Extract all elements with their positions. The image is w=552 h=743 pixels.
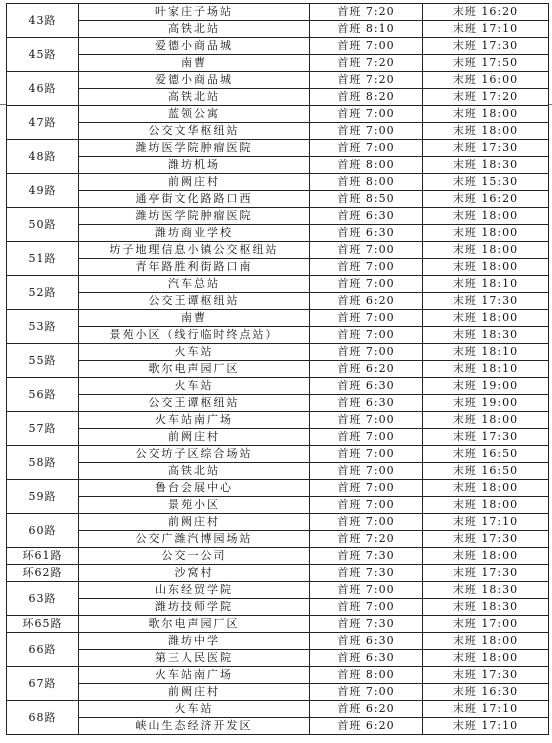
stop-name: 高铁北站 bbox=[79, 89, 310, 106]
last-departure: 末班 18:00 bbox=[423, 310, 549, 327]
table-row bbox=[7, 378, 549, 395]
table-row bbox=[7, 497, 549, 514]
first-departure: 首班 7:00 bbox=[310, 327, 423, 344]
route-number: 52路 bbox=[7, 276, 79, 310]
stop-name: 蓝领公寓 bbox=[79, 106, 310, 123]
table-row bbox=[7, 293, 549, 310]
last-departure: 末班 17:30 bbox=[423, 667, 549, 684]
first-departure: 首班 8:10 bbox=[310, 21, 423, 38]
stop-name: 公交文华枢纽站 bbox=[79, 123, 310, 140]
last-departure: 末班 17:30 bbox=[423, 565, 549, 582]
last-departure: 末班 17:50 bbox=[423, 55, 549, 72]
last-departure: 末班 17:10 bbox=[423, 21, 549, 38]
table-row bbox=[7, 327, 549, 344]
stop-name: 公交坊子区综合场站 bbox=[79, 446, 310, 463]
schedule-table-body bbox=[7, 4, 549, 735]
stop-name: 火车站南广场 bbox=[79, 667, 310, 684]
table-row bbox=[7, 123, 549, 140]
stop-name: 南曹 bbox=[79, 310, 310, 327]
last-departure: 末班 18:30 bbox=[423, 327, 549, 344]
last-departure: 末班 18:00 bbox=[423, 242, 549, 259]
first-departure: 首班 7:00 bbox=[310, 497, 423, 514]
first-departure: 首班 7:00 bbox=[310, 344, 423, 361]
first-departure: 首班 8:20 bbox=[310, 89, 423, 106]
table-row bbox=[7, 650, 549, 667]
first-departure: 首班 7:00 bbox=[310, 242, 423, 259]
last-departure: 末班 19:00 bbox=[423, 378, 549, 395]
stop-name: 叶家庄子场站 bbox=[79, 4, 310, 21]
first-departure: 首班 7:00 bbox=[310, 514, 423, 531]
last-departure: 末班 17:10 bbox=[423, 701, 549, 718]
route-number: 68路 bbox=[7, 701, 79, 735]
first-departure: 首班 6:30 bbox=[310, 650, 423, 667]
last-departure: 末班 18:00 bbox=[423, 259, 549, 276]
last-departure: 末班 18:00 bbox=[423, 633, 549, 650]
stop-name: 景苑小区（线行临时终点站） bbox=[79, 327, 310, 344]
first-departure: 首班 6:20 bbox=[310, 293, 423, 310]
stop-name: 公交一公司 bbox=[79, 548, 310, 565]
table-row bbox=[7, 361, 549, 378]
table-row bbox=[7, 140, 549, 157]
last-departure: 末班 16:20 bbox=[423, 4, 549, 21]
table-row bbox=[7, 89, 549, 106]
stop-name: 汽车总站 bbox=[79, 276, 310, 293]
table-row bbox=[7, 21, 549, 38]
first-departure: 首班 8:00 bbox=[310, 667, 423, 684]
route-number: 48路 bbox=[7, 140, 79, 174]
table-row bbox=[7, 38, 549, 55]
stop-name: 爱德小商品城 bbox=[79, 72, 310, 89]
stop-name: 前阙庄村 bbox=[79, 684, 310, 701]
stop-name: 前阙庄村 bbox=[79, 429, 310, 446]
stop-name: 爱德小商品城 bbox=[79, 38, 310, 55]
stop-name: 高铁北站 bbox=[79, 21, 310, 38]
last-departure: 末班 19:00 bbox=[423, 395, 549, 412]
first-departure: 首班 7:30 bbox=[310, 616, 423, 633]
stop-name: 沙窝村 bbox=[79, 565, 310, 582]
stop-name: 火车站 bbox=[79, 344, 310, 361]
table-row bbox=[7, 684, 549, 701]
stop-name: 山东经贸学院 bbox=[79, 582, 310, 599]
first-departure: 首班 7:00 bbox=[310, 412, 423, 429]
table-row bbox=[7, 548, 549, 565]
table-row bbox=[7, 242, 549, 259]
first-departure: 首班 7:00 bbox=[310, 582, 423, 599]
stop-name: 火车站南广场 bbox=[79, 412, 310, 429]
last-departure: 末班 17:30 bbox=[423, 293, 549, 310]
table-row bbox=[7, 616, 549, 633]
route-number: 环61路 bbox=[7, 548, 79, 565]
table-row bbox=[7, 718, 549, 735]
table-row bbox=[7, 531, 549, 548]
route-number: 47路 bbox=[7, 106, 79, 140]
stop-name: 潍坊技师学院 bbox=[79, 599, 310, 616]
first-departure: 首班 7:00 bbox=[310, 429, 423, 446]
last-departure: 末班 17:30 bbox=[423, 140, 549, 157]
table-row bbox=[7, 276, 549, 293]
table-row bbox=[7, 429, 549, 446]
last-departure: 末班 17:00 bbox=[423, 616, 549, 633]
table-row bbox=[7, 701, 549, 718]
stop-name: 青年路胜利街路口南 bbox=[79, 259, 310, 276]
table-row bbox=[7, 463, 549, 480]
last-departure: 末班 18:00 bbox=[423, 208, 549, 225]
last-departure: 末班 18:30 bbox=[423, 582, 549, 599]
last-departure: 末班 18:00 bbox=[423, 225, 549, 242]
table-row bbox=[7, 259, 549, 276]
last-departure: 末班 16:20 bbox=[423, 191, 549, 208]
route-number: 63路 bbox=[7, 582, 79, 616]
table-row bbox=[7, 667, 549, 684]
last-departure: 末班 18:10 bbox=[423, 361, 549, 378]
table-row bbox=[7, 412, 549, 429]
stop-name: 火车站 bbox=[79, 378, 310, 395]
last-departure: 末班 18:00 bbox=[423, 412, 549, 429]
first-departure: 首班 7:20 bbox=[310, 72, 423, 89]
first-departure: 首班 7:20 bbox=[310, 55, 423, 72]
route-number: 55路 bbox=[7, 344, 79, 378]
first-departure: 首班 7:00 bbox=[310, 38, 423, 55]
table-row bbox=[7, 4, 549, 21]
first-departure: 首班 7:00 bbox=[310, 446, 423, 463]
route-number: 45路 bbox=[7, 38, 79, 72]
table-row bbox=[7, 344, 549, 361]
table-row bbox=[7, 480, 549, 497]
last-departure: 末班 18:10 bbox=[423, 344, 549, 361]
stop-name: 公交王谭枢纽站 bbox=[79, 293, 310, 310]
last-departure: 末班 17:30 bbox=[423, 38, 549, 55]
first-departure: 首班 6:30 bbox=[310, 208, 423, 225]
stop-name: 南曹 bbox=[79, 55, 310, 72]
last-departure: 末班 18:30 bbox=[423, 599, 549, 616]
table-row bbox=[7, 310, 549, 327]
table-row bbox=[7, 446, 549, 463]
last-departure: 末班 18:00 bbox=[423, 497, 549, 514]
first-departure: 首班 7:00 bbox=[310, 106, 423, 123]
table-row bbox=[7, 633, 549, 650]
route-number: 43路 bbox=[7, 4, 79, 38]
first-departure: 首班 7:20 bbox=[310, 531, 423, 548]
route-number: 58路 bbox=[7, 446, 79, 480]
last-departure: 末班 16:00 bbox=[423, 72, 549, 89]
first-departure: 首班 7:30 bbox=[310, 548, 423, 565]
stop-name: 鲁台会展中心 bbox=[79, 480, 310, 497]
last-departure: 末班 18:00 bbox=[423, 106, 549, 123]
last-departure: 末班 17:10 bbox=[423, 514, 549, 531]
route-number: 66路 bbox=[7, 633, 79, 667]
stop-name: 潍坊医学院肿瘤医院 bbox=[79, 140, 310, 157]
table-row bbox=[7, 514, 549, 531]
table-row bbox=[7, 55, 549, 72]
last-departure: 末班 17:20 bbox=[423, 89, 549, 106]
table-row bbox=[7, 157, 549, 174]
last-departure: 末班 17:30 bbox=[423, 429, 549, 446]
first-departure: 首班 7:30 bbox=[310, 565, 423, 582]
stop-name: 公交王谭枢纽站 bbox=[79, 395, 310, 412]
last-departure: 末班 17:10 bbox=[423, 718, 549, 735]
route-number: 53路 bbox=[7, 310, 79, 344]
route-number: 67路 bbox=[7, 667, 79, 701]
first-departure: 首班 7:20 bbox=[310, 4, 423, 21]
stop-name: 歌尔电声园厂区 bbox=[79, 361, 310, 378]
last-departure: 末班 16:50 bbox=[423, 446, 549, 463]
first-departure: 首班 6:30 bbox=[310, 378, 423, 395]
first-departure: 首班 7:00 bbox=[310, 463, 423, 480]
stop-name: 前阙庄村 bbox=[79, 174, 310, 191]
stop-name: 峡山生态经济开发区 bbox=[79, 718, 310, 735]
table-row bbox=[7, 208, 549, 225]
last-departure: 末班 18:00 bbox=[423, 548, 549, 565]
first-departure: 首班 6:20 bbox=[310, 701, 423, 718]
route-number: 50路 bbox=[7, 208, 79, 242]
first-departure: 首班 7:00 bbox=[310, 684, 423, 701]
first-departure: 首班 7:00 bbox=[310, 140, 423, 157]
last-departure: 末班 15:30 bbox=[423, 174, 549, 191]
last-departure: 末班 16:30 bbox=[423, 684, 549, 701]
last-departure: 末班 18:10 bbox=[423, 276, 549, 293]
first-departure: 首班 7:00 bbox=[310, 123, 423, 140]
stop-name: 潍坊机场 bbox=[79, 157, 310, 174]
first-departure: 首班 7:00 bbox=[310, 259, 423, 276]
last-departure: 末班 18:00 bbox=[423, 650, 549, 667]
table-row bbox=[7, 599, 549, 616]
route-number: 57路 bbox=[7, 412, 79, 446]
stop-name: 前阙庄村 bbox=[79, 514, 310, 531]
first-departure: 首班 7:00 bbox=[310, 310, 423, 327]
first-departure: 首班 8:00 bbox=[310, 174, 423, 191]
first-departure: 首班 6:20 bbox=[310, 361, 423, 378]
first-departure: 首班 7:00 bbox=[310, 480, 423, 497]
stop-name: 第三人民医院 bbox=[79, 650, 310, 667]
route-number: 46路 bbox=[7, 72, 79, 106]
first-departure: 首班 8:50 bbox=[310, 191, 423, 208]
last-departure: 末班 16:50 bbox=[423, 463, 549, 480]
table-row bbox=[7, 174, 549, 191]
route-number: 56路 bbox=[7, 378, 79, 412]
first-departure: 首班 8:00 bbox=[310, 157, 423, 174]
first-departure: 首班 6:20 bbox=[310, 718, 423, 735]
last-departure: 末班 18:00 bbox=[423, 480, 549, 497]
table-row bbox=[7, 191, 549, 208]
first-departure: 首班 7:00 bbox=[310, 599, 423, 616]
route-number: 51路 bbox=[7, 242, 79, 276]
last-departure: 末班 18:00 bbox=[423, 123, 549, 140]
route-number: 环62路 bbox=[7, 565, 79, 582]
table-row bbox=[7, 395, 549, 412]
stop-name: 坊子地理信息小镇公交枢纽站 bbox=[79, 242, 310, 259]
stop-name: 公交广潍汽博园场站 bbox=[79, 531, 310, 548]
stop-name: 通亭街文化路路口西 bbox=[79, 191, 310, 208]
table-row bbox=[7, 582, 549, 599]
stop-name: 景苑小区 bbox=[79, 497, 310, 514]
first-departure: 首班 6:30 bbox=[310, 225, 423, 242]
stop-name: 歌尔电声园厂区 bbox=[79, 616, 310, 633]
route-number: 49路 bbox=[7, 174, 79, 208]
stop-name: 火车站 bbox=[79, 701, 310, 718]
first-departure: 首班 6:30 bbox=[310, 395, 423, 412]
table-row bbox=[7, 565, 549, 582]
route-number: 60路 bbox=[7, 514, 79, 548]
stop-name: 潍坊商业学校 bbox=[79, 225, 310, 242]
route-number: 59路 bbox=[7, 480, 79, 514]
table-row bbox=[7, 72, 549, 89]
bus-schedule-table bbox=[6, 3, 549, 735]
first-departure: 首班 7:00 bbox=[310, 276, 423, 293]
route-number: 环65路 bbox=[7, 616, 79, 633]
stop-name: 高铁北站 bbox=[79, 463, 310, 480]
last-departure: 末班 17:30 bbox=[423, 531, 549, 548]
table-row bbox=[7, 225, 549, 242]
first-departure: 首班 6:30 bbox=[310, 633, 423, 650]
last-departure: 末班 18:30 bbox=[423, 157, 549, 174]
stop-name: 潍坊医学院肿瘤医院 bbox=[79, 208, 310, 225]
table-row bbox=[7, 106, 549, 123]
stop-name: 潍坊中学 bbox=[79, 633, 310, 650]
